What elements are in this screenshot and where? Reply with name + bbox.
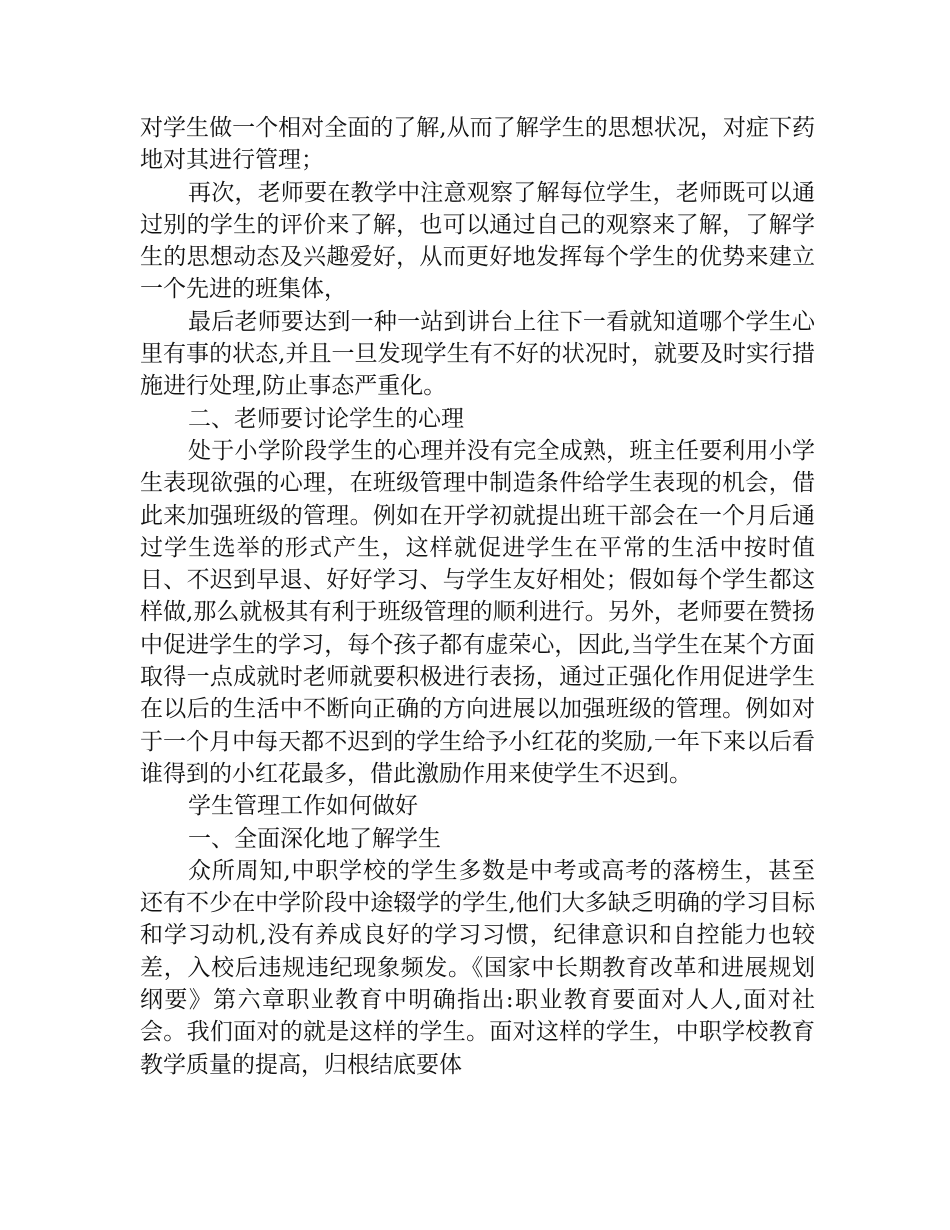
section-title-management: 学生管理工作如何做好 (188, 793, 418, 820)
paragraph-2: 再次，老师要在教学中注意观察了解每位学生，老师既可以通过别的学生的评价来了解，也可以通过自己的观察来了解，了解学生的思想动态及兴趣爱好，从而更好地发挥每个学生的优势来建立一个先进的班集体， (140, 179, 815, 303)
paragraph-8: 众所周知,中职学校的学生多数是中考或高考的落榜生，甚至还有不少在中学阶段中途辍学的学生,他们大多缺乏明确的学习目标和学习动机,没有养成良好的学习习惯，纪律意识和自控能力也较差，入校后违规违纪现象频发。《国家中长期教育改革和进展规划纲要》第六章职业教育中明确指出:职业教育要面对人人,面对社会。我们面对的就是这样的学生。面对这样的学生，中职学校教育教学质量的提高，归根结底要体 (140, 857, 815, 1078)
section-heading-understanding: 一、全面深化地了解学生 (188, 825, 441, 852)
paragraph-1: 对学生做一个相对全面的了解,从而了解学生的思想状况，对症下药地对其进行管理； (140, 115, 815, 174)
paragraph-3: 最后老师要达到一种一站到讲台上往下一看就知道哪个学生心里有事的状态,并且一旦发现学生有不好的状况时，就要及时实行措施进行处理,防止事态严重化。 (140, 308, 815, 400)
section-heading-psychology: 二、老师要讨论学生的心理 (188, 405, 464, 432)
paragraph-5: 处于小学阶段学生的心理并没有完全成熟，班主任要利用小学生表现欲强的心理，在班级管理中制造条件给学生表现的机会，借此来加强班级的管理。例如在开学初就提出班干部会在一个月后通过学生选举的形式产生，这样就促进学生在平常的生活中按时值日、不迟到早退、好好学习、与学生友好相处；假如每个学生都这样做,那么就极其有利于班级管理的顺利进行。另外，老师要在赞扬中促进学生的学习，每个孩子都有虚荣心，因此,当学生在某个方面取得一点成就时老师就要积极进行表扬，通过正强化作用促进学生在以后的生活中不断向正确的方向进展以加强班级的管理。例如对于一个月中每天都不迟到的学生给予小红花的奖励,一年下来以后看谁得到的小红花最多，借此激励作用来使学生不迟到。 (140, 437, 815, 787)
document-page (140, 112, 815, 1081)
